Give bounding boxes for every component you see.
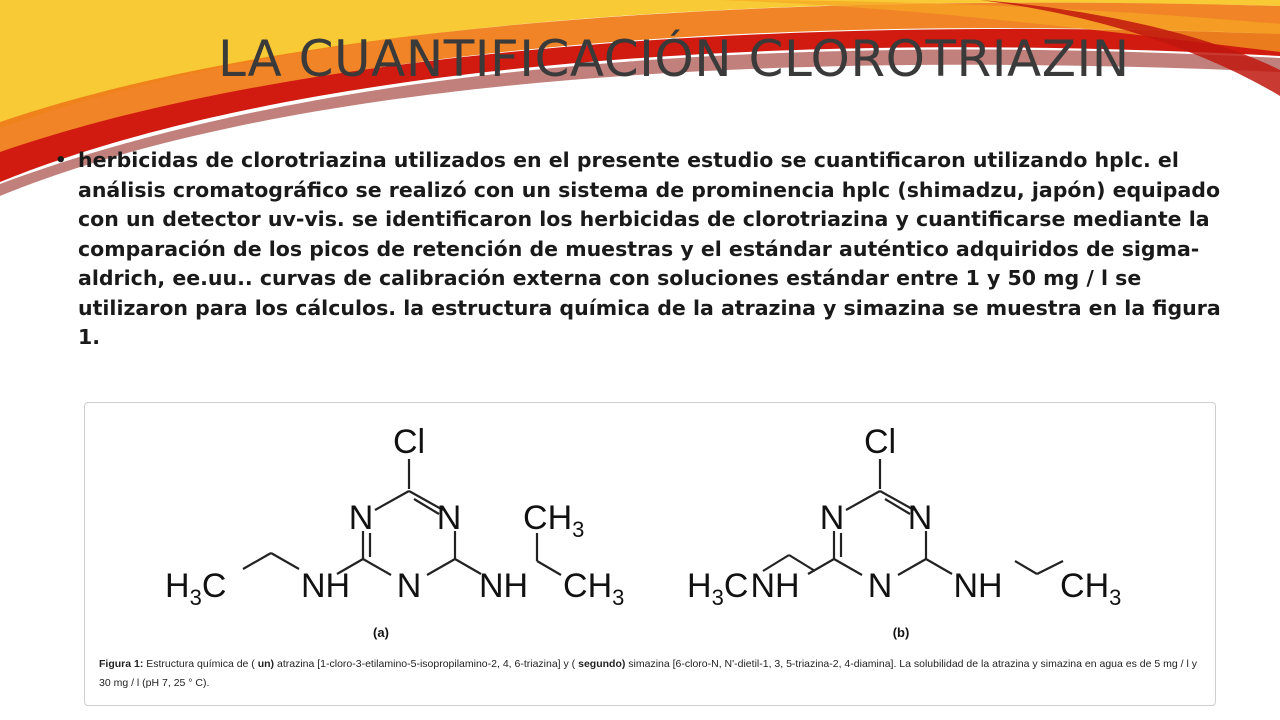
methyl-group xyxy=(1060,567,1121,610)
methyl-group xyxy=(523,499,584,542)
caption-text: Estructura química de ( xyxy=(143,658,258,670)
caption-label: Figura 1: xyxy=(99,658,144,670)
atom-n: N xyxy=(819,499,845,537)
atom-h: H xyxy=(547,499,573,537)
atom-n: N xyxy=(436,499,462,537)
atom-nh: NH xyxy=(750,567,800,605)
atom-nh: NH xyxy=(953,567,1003,605)
atom-n: N xyxy=(396,567,422,605)
label-b: (b) xyxy=(892,625,910,640)
methyl-group xyxy=(687,567,748,610)
atom-h: H xyxy=(687,567,712,605)
methyl-group xyxy=(563,567,624,610)
bullet-text: herbicidas de clorotriazina utilizados en el presente estudio se cuantificaron utilizando hplc. el análisis cromatográfico se realizó con un sistema de prominencia hplc (shimadzu, japón) equipado con un detector uv-vis. se identificaron los herbicidas de clorotriazina y cuantificarse mediante la comparación de los picos de retención de muestras y el estándar auténtico adquiridos de sigma-aldrich, ee.uu.. curvas de calibración externa con soluciones estándar entre 1 y 50 mg / l se utilizaron para los cálculos. la estructura química de la atrazina y simazina se muestra en la figura 1. xyxy=(78,148,1221,349)
atom-nh: NH xyxy=(479,567,529,605)
atom-h: H xyxy=(587,567,613,605)
atom-n: N xyxy=(867,567,893,605)
atom-h: H xyxy=(1084,567,1110,605)
slide-title: LA CUANTIFICACIÓN CLOROTRIAZIN xyxy=(218,30,1130,88)
atom-c: C xyxy=(723,567,749,605)
caption-text: simazina [6-cloro-N, N'-dietil-1, 3, 5-triazina-2, 4-diamina]. La solubilidad de la atrazina y simazina en agua es de 5 mg / l y 30 mg / l (pH 7, 25 ° C). xyxy=(99,658,1197,689)
figure-1 xyxy=(84,402,1216,706)
caption-un: un) xyxy=(257,658,275,670)
label-a: (a) xyxy=(373,625,389,640)
atom-cl: Cl xyxy=(863,423,897,461)
bullet-item xyxy=(55,146,1228,353)
subscript: 3 xyxy=(711,585,724,610)
figure-caption xyxy=(99,655,1199,693)
atom-h: H xyxy=(165,567,190,605)
caption-text: atrazina [1-cloro-3-etilamino-5-isopropilamino-2, 4, 6-triazina] y ( xyxy=(274,658,579,670)
atom-nh: NH xyxy=(301,567,351,605)
subscript: 3 xyxy=(572,517,585,542)
atom-c: C xyxy=(563,567,588,605)
atom-c: C xyxy=(523,499,548,537)
methyl-group xyxy=(165,567,226,610)
bullet-dot-icon: • xyxy=(55,150,67,171)
atom-cl: Cl xyxy=(392,423,426,461)
subscript: 3 xyxy=(189,585,202,610)
atom-c: C xyxy=(201,567,227,605)
bullet-list xyxy=(55,146,1228,353)
subscript: 3 xyxy=(612,585,625,610)
caption-segundo: segundo) xyxy=(578,658,626,670)
atom-c: C xyxy=(1060,567,1085,605)
atom-n: N xyxy=(348,499,374,537)
subscript: 3 xyxy=(1109,585,1122,610)
atom-n: N xyxy=(907,499,933,537)
